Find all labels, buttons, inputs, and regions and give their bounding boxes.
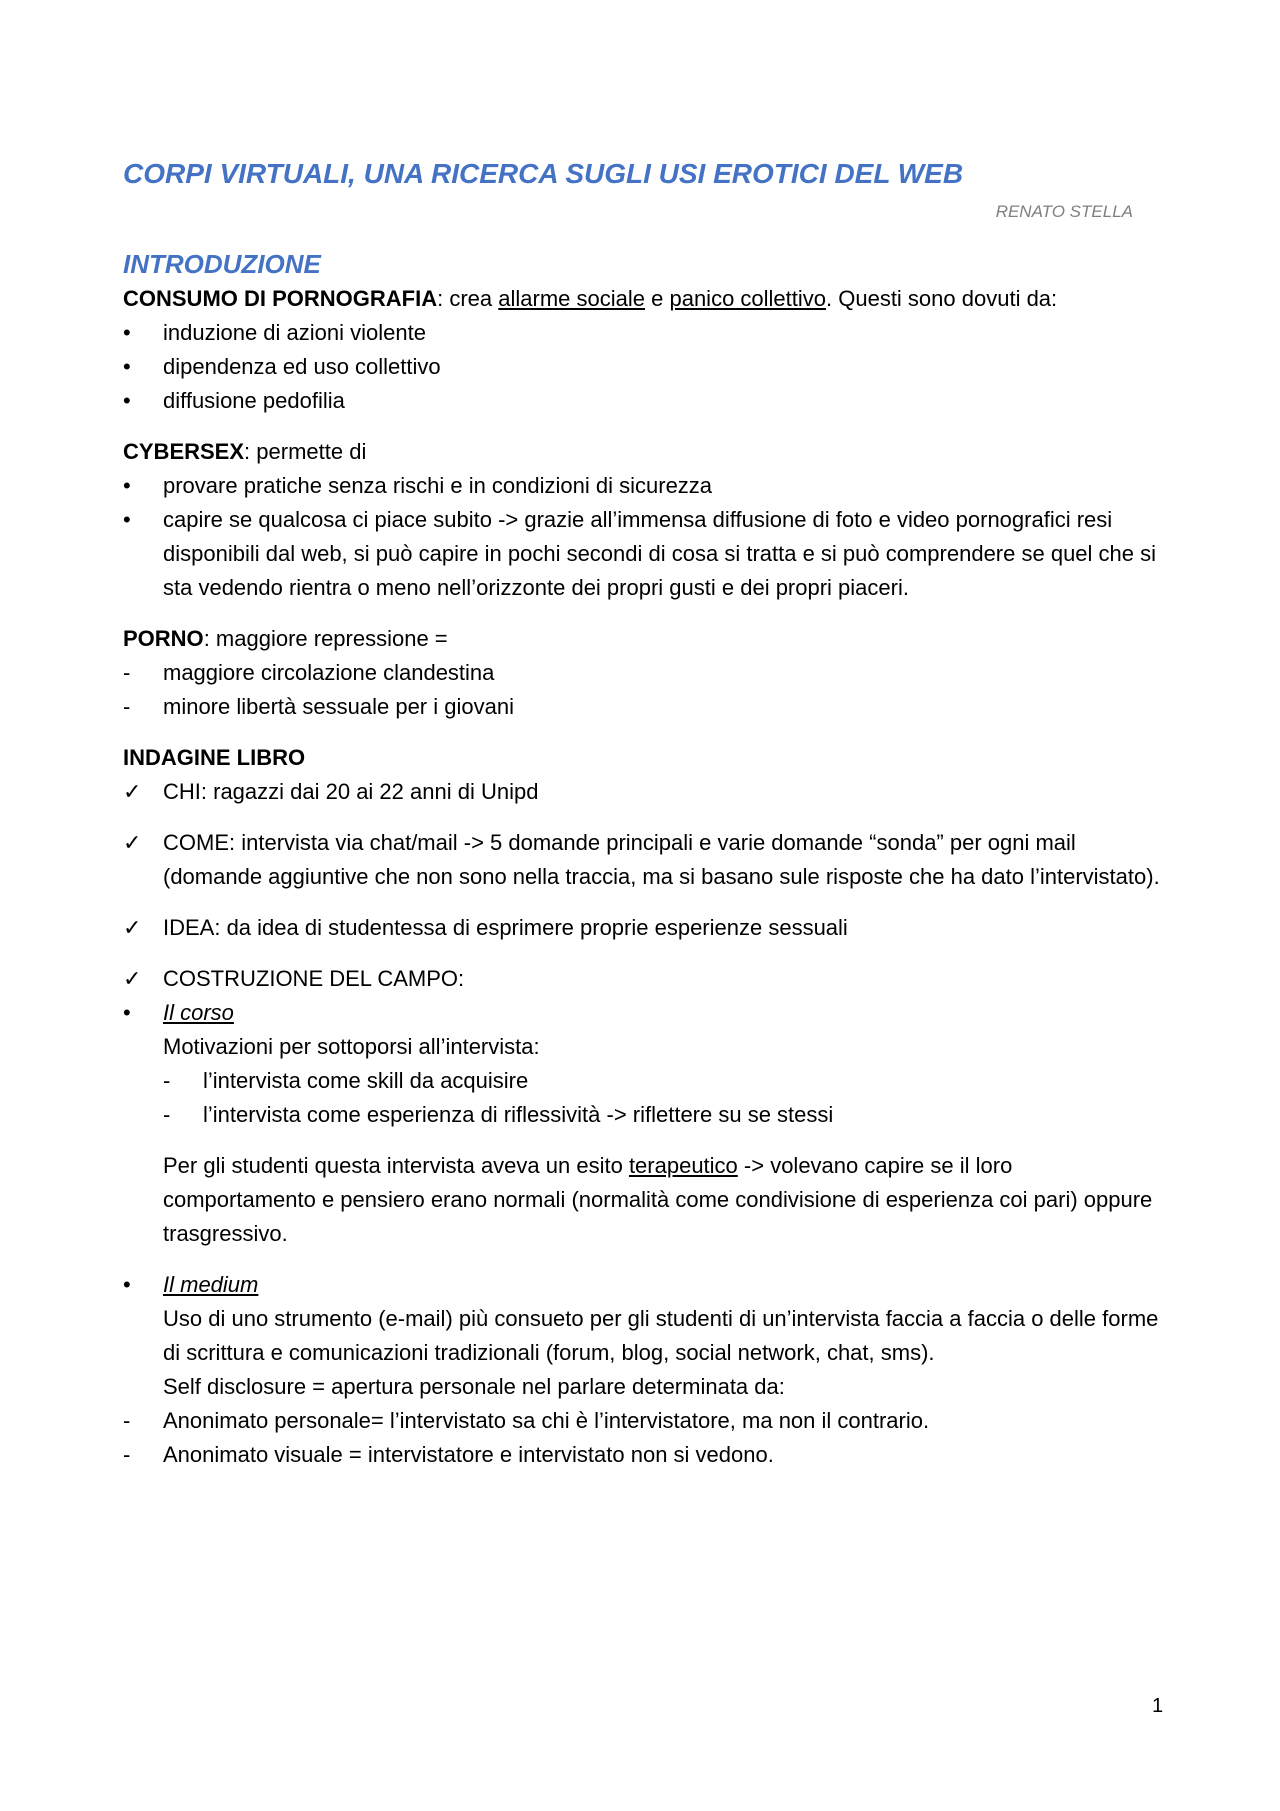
checkmark-icon: ✓: [123, 779, 142, 804]
text-span: : crea: [437, 286, 499, 311]
label-indagine: INDAGINE LIBRO: [123, 745, 306, 770]
check-item-costruzione: [123, 962, 1163, 996]
check-item-chi: [123, 775, 1163, 809]
section-heading-introduzione: INTRODUZIONE: [123, 249, 321, 279]
text-span: e: [645, 286, 670, 311]
list-cybersex: [123, 469, 1163, 605]
check-item-come: [123, 826, 1163, 894]
check-item-text: COSTRUZIONE DEL CAMPO:: [163, 966, 465, 991]
text-span: . Questi sono dovuti da:: [826, 286, 1058, 311]
check-item-text: COME: intervista via chat/mail -> 5 domande principali e varie domande “sonda” per ogni mail (domande aggiuntive che non sono nella traccia, ma si basano sule risposte che ha dato l’intervistato).: [163, 830, 1160, 889]
check-item-text: CHI: ragazzi dai 20 ai 22 anni di Unipd: [163, 779, 539, 804]
paragraph-terapeutico: [163, 1149, 1163, 1251]
bullet-icon: •: [123, 354, 131, 379]
label-porno: PORNO: [123, 626, 204, 651]
list-item-text: dipendenza ed uso collettivo: [163, 354, 441, 379]
list-item-text: provare pratiche senza rischi e in condizioni di sicurezza: [163, 473, 713, 498]
list-item: [123, 503, 1163, 605]
checkmark-icon: ✓: [123, 830, 142, 855]
check-item-text: IDEA: da idea di studentessa di esprimere proprie esperienze sessuali: [163, 915, 848, 940]
list-item-text: minore libertà sessuale per i giovani: [163, 694, 514, 719]
paragraph-porno: [123, 622, 1163, 656]
text-span: -> volevano capire se il loro comportamento e pensiero erano normali (normalità come condivisione di esperienza coi pari) oppure trasgressivo.: [163, 1153, 1153, 1246]
checkmark-icon: ✓: [123, 966, 142, 991]
subheading-corso: Il corso: [163, 1000, 234, 1025]
checkmark-icon: ✓: [123, 915, 142, 940]
medium-paragraph-2: Self disclosure = apertura personale nel parlare determinata da:: [163, 1374, 785, 1399]
text-span: : permette di: [244, 439, 367, 464]
list-consumo: [123, 316, 1163, 418]
list-item: [123, 656, 1163, 690]
bullet-icon: •: [123, 507, 131, 532]
list-item: [123, 350, 1163, 384]
dash-icon: -: [123, 1408, 131, 1433]
bullet-icon: •: [123, 388, 131, 413]
document-title: CORPI VIRTUALI, UNA RICERCA SUGLI USI EROTICI DEL WEB: [123, 158, 964, 189]
list-item: [163, 1098, 1163, 1132]
list-item-text: capire se qualcosa ci piace subito -> grazie all’immensa diffusione di foto e video pornografici resi disponibili dal web, si può capire in pochi secondi di cosa si tratta e si può comprendere se quel che si sta vedendo rientra o meno nell’orizzonte dei propri gusti e dei propri piaceri.: [163, 507, 1157, 600]
list-porno: [123, 656, 1163, 724]
list-item: [123, 690, 1163, 724]
bullet-item-medium: [123, 1268, 1163, 1404]
label-consumo: CONSUMO DI PORNOGRAFIA: [123, 286, 438, 311]
text-span: : maggiore repressione =: [203, 626, 448, 651]
document-body: [123, 246, 1163, 1472]
list-item-text: l’intervista come esperienza di riflessività -> riflettere su se stessi: [203, 1102, 834, 1127]
underlined-term-panico: panico collettivo: [669, 286, 827, 311]
bullet-icon: •: [123, 320, 131, 345]
dash-icon: -: [123, 660, 131, 685]
label-cybersex: CYBERSEX: [123, 439, 245, 464]
paragraph-cybersex: [123, 435, 1163, 469]
bullet-item-corso: [123, 996, 1163, 1251]
list-medium: [123, 1404, 1163, 1472]
bullet-icon: •: [123, 473, 131, 498]
list-item: [123, 1404, 1163, 1438]
underlined-term-allarme: allarme sociale: [498, 286, 645, 311]
list-item: [123, 469, 1163, 503]
dash-icon: -: [123, 1442, 131, 1467]
list-item: [123, 384, 1163, 418]
list-item-text: Anonimato personale= l’intervistato sa chi è l’intervistatore, ma non il contrario.: [163, 1408, 930, 1433]
list-item-text: diffusione pedofilia: [163, 388, 345, 413]
corso-intro: Motivazioni per sottoporsi all’intervista:: [163, 1034, 540, 1059]
list-item-text: maggiore circolazione clandestina: [163, 660, 495, 685]
list-item-text: Anonimato visuale = intervistatore e intervistato non si vedono.: [163, 1442, 774, 1467]
check-item-idea: [123, 911, 1163, 945]
bullet-icon: •: [123, 1000, 131, 1025]
paragraph-consumo: [123, 282, 1163, 316]
list-item: [123, 1438, 1163, 1472]
medium-block: [163, 1268, 1163, 1404]
medium-paragraph-1: Uso di uno strumento (e-mail) più consueto per gli studenti di un’intervista faccia a faccia o delle forme di scrittura e comunicazioni tradizionali (forum, blog, social network, chat, sms).: [163, 1306, 1159, 1365]
list-item: [123, 316, 1163, 350]
dash-icon: -: [163, 1102, 171, 1127]
subheading-medium: Il medium: [163, 1272, 259, 1297]
underlined-term-terapeutico: terapeutico: [628, 1153, 738, 1178]
document-author: RENATO STELLA: [995, 202, 1133, 221]
list-item-text: induzione di azioni violente: [163, 320, 426, 345]
list-corso: [163, 1064, 1163, 1132]
bullet-icon: •: [123, 1272, 131, 1297]
paragraph-indagine: [123, 741, 1163, 775]
dash-icon: -: [123, 694, 131, 719]
text-span: Per gli studenti questa intervista aveva un esito: [163, 1153, 629, 1178]
page-number: 1: [1152, 1695, 1164, 1717]
list-item-text: l’intervista come skill da acquisire: [203, 1068, 529, 1093]
list-item: [163, 1064, 1163, 1098]
dash-icon: -: [163, 1068, 171, 1093]
corso-block: [163, 996, 1163, 1251]
